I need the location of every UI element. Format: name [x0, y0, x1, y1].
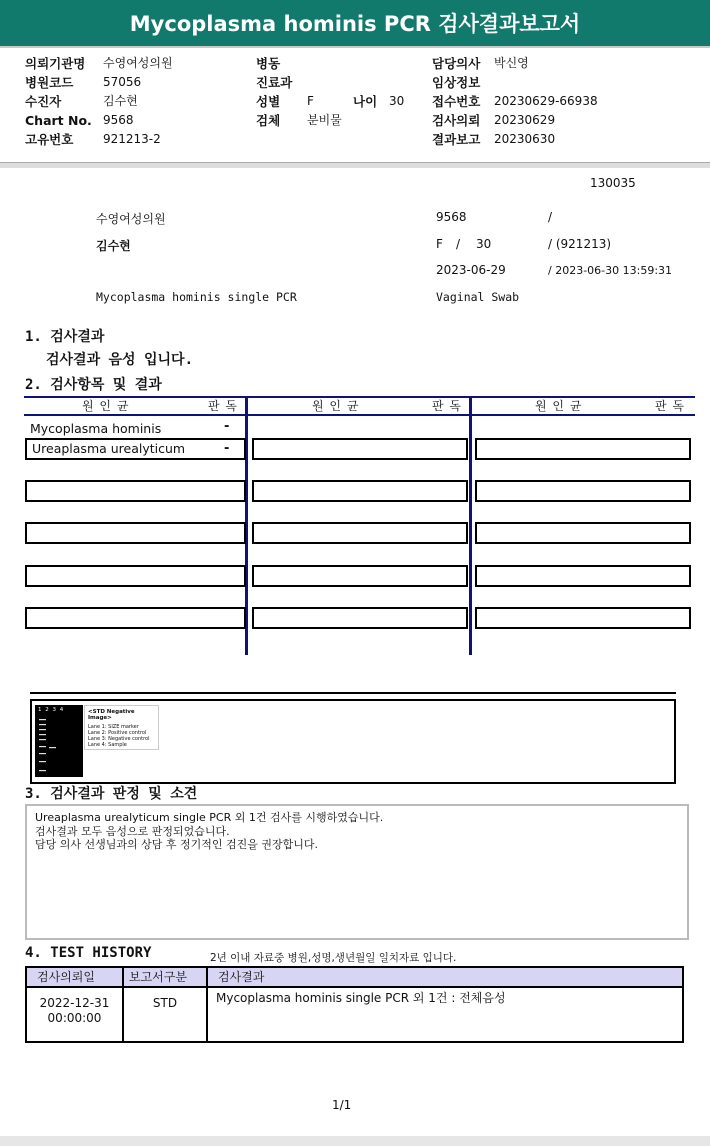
info-right-labels: [432, 54, 480, 149]
history-result: Mycoplasma hominis single PCR 외 1건 : 전체음성: [216, 991, 506, 1005]
history-header-row: [27, 968, 682, 988]
label-specimen: 검체: [256, 113, 281, 128]
section-1-title: 1. 검사결과: [25, 329, 105, 345]
footer-bar: [0, 1136, 710, 1146]
label-hospital-code: 병원코드: [25, 75, 74, 90]
label-sex: 성별: [256, 94, 281, 109]
col-organism-3: 원 인 균: [535, 399, 583, 413]
summary-age: 30: [476, 237, 492, 251]
label-ward: 병동: [256, 56, 281, 71]
image-top-rule: [30, 692, 676, 694]
result-cell-empty: [475, 565, 691, 587]
history-table: [25, 966, 684, 1043]
gel-image: [35, 705, 83, 777]
result-summary-text: 검사결과 음성 입니다.: [46, 352, 194, 368]
history-time: 00:00:00: [47, 1011, 102, 1025]
label-chart-no: Chart No.: [25, 113, 92, 128]
gel-lane-2: Lane 2: Positive control: [88, 730, 147, 736]
result-cell-empty: [475, 522, 691, 544]
summary-date1: 2023-06-29: [436, 263, 506, 277]
label-patient: 수진자: [25, 94, 62, 109]
summary-specimen: Vaginal Swab: [436, 290, 520, 304]
label-age: 나이: [353, 94, 378, 109]
opinion-line-3: 담당 의사 선생님과의 상담 후 정기적인 검진을 권장합니다.: [35, 838, 318, 851]
page-number: 1/1: [332, 1098, 352, 1112]
opinion-line-2: 검사결과 모두 음성으로 판정되었습니다.: [35, 824, 230, 838]
label-clinic: 의뢰기관명: [25, 56, 86, 71]
section-3-title: 3. 검사결과 판정 및 소견: [25, 786, 198, 802]
summary-sex-slash: /: [456, 237, 461, 251]
opinion-line-1: Ureaplasma urealyticum single PCR 외 1건 검사를 시행하였습니다.: [35, 811, 384, 824]
label-receipt-no: 접수번호: [432, 94, 481, 109]
info-mid-labels: [256, 54, 292, 130]
history-header-date: 검사의뢰일: [37, 970, 95, 984]
label-report-date: 결과보고: [432, 132, 481, 147]
summary-slash: /: [548, 210, 553, 224]
section-4-title: 4. TEST HISTORY: [25, 945, 152, 961]
info-right-values: [494, 54, 598, 149]
result-cell-empty: [25, 565, 246, 587]
result-mycoplasma-hominis: -: [224, 419, 230, 434]
summary-patient: 김수현: [96, 239, 131, 253]
result-cell-empty: [252, 607, 468, 629]
result-cell-empty: [25, 480, 246, 502]
history-note: 2년 이내 자료중 병원,성명,생년월일 일치자료 입니다.: [210, 952, 457, 964]
label-request-date: 검사의뢰: [432, 113, 481, 128]
result-ureaplasma-urealyticum: -: [224, 441, 230, 456]
summary-chart: 9568: [436, 210, 467, 224]
history-type: STD: [152, 996, 178, 1010]
gel-lane-numbers: 1 2 3 4: [38, 707, 65, 713]
results-table-divider-2: [469, 396, 472, 655]
result-cell-empty: [252, 438, 468, 460]
label-doctor: 담당의사: [432, 56, 481, 71]
report-title: Mycoplasma hominis PCR 검사결과보고서: [0, 0, 710, 48]
history-header-result: 검사결과: [218, 970, 265, 984]
value-request-date: 20230629: [494, 113, 556, 127]
organism-mycoplasma-hominis: Mycoplasma hominis: [30, 421, 162, 436]
col-organism-2: 원 인 균: [312, 399, 360, 413]
label-clinical-info: 임상정보: [432, 75, 481, 90]
value-receipt-no: 20230629-66938: [494, 94, 598, 108]
label-unique-no: 고유번호: [25, 132, 74, 147]
value-clinic: 수영여성의원: [103, 56, 173, 70]
summary-id: / (921213): [548, 237, 612, 251]
value-unique-no: 921213-2: [103, 132, 161, 146]
value-sex: F: [307, 94, 314, 108]
value-hospital-code: 57056: [103, 75, 142, 89]
value-report-date: 20230630: [494, 132, 556, 146]
result-cell-empty: [25, 522, 246, 544]
results-table-header-rule: [24, 414, 695, 416]
value-age: 30: [389, 94, 405, 108]
result-cell-empty: [475, 438, 691, 460]
gel-lane-3: Lane 3: Negative control: [88, 736, 150, 742]
col-judge-1: 판 독: [208, 399, 238, 413]
summary-code: 130035: [590, 176, 636, 190]
result-cell-empty: [252, 480, 468, 502]
result-cell-empty: [475, 480, 691, 502]
gel-legend: [84, 705, 159, 750]
history-header-type: 보고서구분: [129, 970, 187, 984]
label-department: 진료과: [256, 75, 293, 90]
history-date-cell: [27, 996, 122, 1026]
result-cell-empty: [25, 607, 246, 629]
summary-date2: / 2023-06-30 13:59:31: [548, 264, 673, 277]
value-specimen: 분비물: [307, 113, 342, 127]
value-chart-no: 9568: [103, 113, 134, 127]
history-divider-2: [206, 968, 208, 1041]
value-clinical-info: [494, 73, 598, 92]
summary-sex: F: [436, 237, 443, 251]
header-separator: [0, 162, 710, 168]
result-row: [25, 438, 246, 460]
result-cell-empty: [252, 522, 468, 544]
result-cell-empty: [475, 607, 691, 629]
opinion-box: [25, 804, 689, 940]
summary-test: Mycoplasma hominis single PCR: [96, 290, 297, 304]
col-organism-1: 원 인 균: [82, 399, 130, 413]
info-left-labels: [25, 54, 92, 149]
history-date: 2022-12-31: [39, 996, 110, 1010]
result-cell-empty: [252, 565, 468, 587]
col-judge-2: 판 독: [432, 399, 462, 413]
col-judge-3: 판 독: [655, 399, 685, 413]
gel-lane-1: Lane 1: SIZE marker: [88, 724, 139, 730]
info-left-values: [103, 54, 173, 149]
summary-clinic: 수영여성의원: [96, 212, 166, 226]
gel-title: <STD Negative Image>: [88, 709, 135, 721]
section-2-title: 2. 검사항목 및 결과: [25, 377, 162, 393]
gel-lane-4: Lane 4: Sample: [88, 742, 127, 748]
gel-bands: [35, 715, 83, 775]
value-patient: 김수현: [103, 94, 138, 108]
organism-ureaplasma-urealyticum: Ureaplasma urealyticum: [32, 441, 186, 456]
value-doctor: 박신영: [494, 56, 529, 70]
